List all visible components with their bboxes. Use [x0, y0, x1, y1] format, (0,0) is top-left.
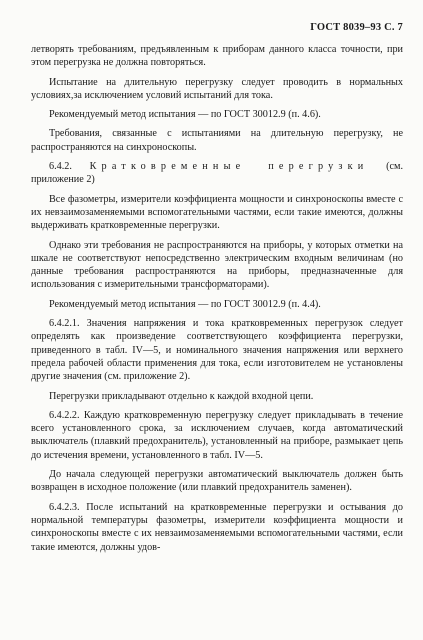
- paragraph-short-overload-requirement: Все фазометры, измерители коэффициента мощности и синхроноскопы вместе с их невзаимозаменяемыми вспомогательными частями, если такие имеются, должны выдерживать кратковременные перегрузки.: [31, 193, 403, 232]
- paragraph-6-4-2-3: 6.4.2.3. После испытаний на кратковременные перегрузки и остывания до нормальной температуры фазометры, измерители коэффициента мощности и синхроноскопы вместе с их невзаимозаменяемыми вспомогательными частями, если такие имеются, должны удов-: [31, 501, 403, 553]
- paragraph-long-overload-conditions: Испытание на длительную перегрузку следует проводить в нормальных условиях,за исключением условий испытаний для тока.: [31, 76, 403, 101]
- paragraph-recommended-method-4-6: Рекомендуемый метод испытания — по ГОСТ 30012.9 (п. 4.6).: [49, 109, 321, 121]
- paragraph-6-4-2-1: 6.4.2.1. Значения напряжения и тока кратковременных перегрузок следует определять как произведение соответствующего коэффициента перегрузки, приведенного в табл. IV—5, и номинального значения напряжения или верхнего предела рабочей области применения для тока, если изготовителем не установлены другие значения (см. приложение 2).: [31, 318, 403, 383]
- section-heading-6-4-2: [31, 160, 403, 187]
- paragraph-exceptions: Однако эти требования не распространяются на приборы, у которых отметки на шкале не соответствуют непосредственно электрическим входным величинам (но данные требования распространяются на приборы, предназначенные для использования с измерительными трансформаторами).: [31, 239, 403, 291]
- paragraph-separate-circuits: Перегрузки прикладывают отдельно к каждой входной цепи.: [49, 390, 314, 402]
- paragraph-continuation: летворять требованиям, предъявленным к приборам данного класса точности, при этом перегрузка не должна повторяться.: [31, 44, 403, 69]
- paragraph-synchroscope-exclusion: Требования, связанные с испытаниями на длительную перегрузку, не распространяются на синхроноскопы.: [31, 128, 403, 153]
- paragraph-6-4-2-2: 6.4.2.2. Каждую кратковременную перегрузку следует прикладывать в течение всего установленного срока, за исключением случаев, когда автоматический выключатель (плавкий предохранитель), установленный на приборе, размыкает цепь до истечения времени, установленного в табл. IV—5.: [31, 409, 403, 461]
- paragraph-recommended-method-4-4: Рекомендуемый метод испытания — по ГОСТ 30012.9 (п. 4.4).: [49, 298, 321, 310]
- section-title: Кратковременные перегрузки: [89, 161, 369, 173]
- section-number: 6.4.2.: [49, 161, 72, 173]
- running-header: ГОСТ 8039–93 С. 7: [310, 22, 403, 33]
- section-reference: (см. приложение 2): [31, 161, 403, 186]
- paragraph-breaker-reset: До начала следующей перегрузки автоматический выключатель должен быть возвращен в исходное положение (или плавкий предохранитель заменен).: [31, 469, 403, 494]
